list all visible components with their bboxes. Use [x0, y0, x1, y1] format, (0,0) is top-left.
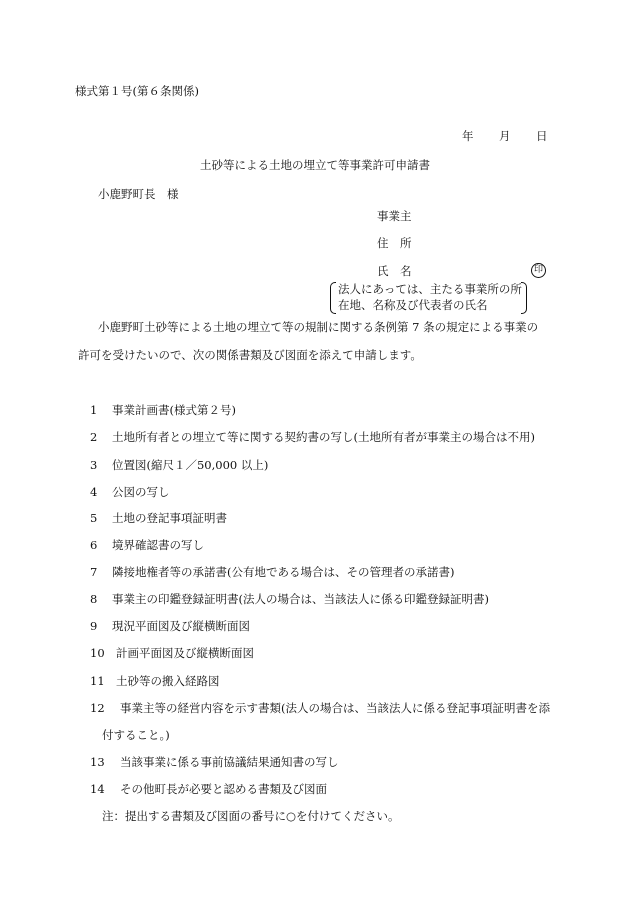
- item-text: 現況平面図及び縦横断面図: [112, 619, 250, 633]
- list-item: [90, 405, 236, 417]
- seal-mark-icon: 印: [531, 263, 546, 278]
- item-text: 土砂等の搬入経路図: [116, 674, 220, 688]
- item-text: 当該事業に係る事前協議結果通知書の写し: [120, 755, 339, 769]
- item-number: 13: [90, 755, 105, 769]
- date-year-label: 年: [462, 129, 474, 143]
- item-number: 1: [90, 403, 98, 417]
- item-number: 14: [90, 782, 105, 796]
- item-text: 事業計画書(様式第２号): [112, 403, 236, 417]
- corporate-note-line1: 法人にあっては、主たる事業所の所: [338, 282, 522, 296]
- document-title: 土砂等による土地の埋立て等事業許可申請書: [200, 158, 430, 172]
- form-number: 様式第１号(第６条関係): [75, 84, 199, 98]
- item-text: その他町長が必要と認める書類及び図面: [120, 782, 327, 796]
- addressee: 小鹿野町長 様: [98, 187, 179, 201]
- list-item: [90, 594, 489, 606]
- list-item: [90, 784, 327, 796]
- body-text-line1: 小鹿野町土砂等による土地の埋立て等の規制に関する条例第 7 条の規定による事業の: [98, 320, 539, 334]
- item-number: 2: [90, 430, 98, 444]
- address-label: 住 所: [377, 236, 412, 250]
- item-text: 事業主等の経営内容を示す書類(法人の場合は、当該法人に係る登記事項証明書を添: [120, 701, 550, 715]
- list-item: [90, 540, 204, 552]
- body-text-line2: 許可を受けたいので、次の関係書類及び図面を添えて申請します。: [78, 348, 422, 362]
- submission-note: 注：提出する書類及び図面の番号に○を付けてください。: [102, 809, 400, 823]
- list-item: [90, 757, 339, 769]
- list-item: [90, 432, 535, 444]
- item-number: 8: [90, 592, 98, 606]
- item-text: 公図の写し: [112, 485, 170, 499]
- item-number: 10: [90, 646, 105, 660]
- list-item: [90, 487, 170, 499]
- item-number: 4: [90, 485, 98, 499]
- list-item: [90, 676, 220, 688]
- item-number: 12: [90, 701, 105, 715]
- list-item: [90, 513, 227, 525]
- list-item-continuation: 付すること。): [102, 728, 170, 742]
- item-text: 土地所有者との埋立て等に関する契約書の写し(土地所有者が事業主の場合は不用): [112, 430, 535, 444]
- business-owner-label: 事業主: [377, 209, 412, 223]
- item-text: 隣接地権者等の承諾書(公有地である場合は、その管理者の承諾書): [112, 565, 455, 579]
- corporate-note-bracket: [330, 282, 527, 314]
- item-number: 11: [90, 674, 105, 688]
- name-label: 氏 名: [377, 264, 412, 278]
- list-item: [90, 460, 268, 472]
- list-item: [90, 703, 550, 715]
- item-text: 位置図(縮尺１／50,000 以上): [112, 458, 269, 472]
- item-text: 土地の登記事項証明書: [112, 511, 227, 525]
- item-number: 3: [90, 458, 98, 472]
- item-number: 9: [90, 619, 98, 633]
- corporate-note-line2: 在地、名称及び代表者の氏名: [338, 298, 488, 312]
- item-text: 計画平面図及び縦横断面図: [116, 646, 254, 660]
- date-day-label: 日: [536, 129, 548, 143]
- list-item: [90, 567, 454, 579]
- item-text: 境界確認書の写し: [112, 538, 204, 552]
- item-text: 事業主の印鑑登録証明書(法人の場合は、当該法人に係る印鑑登録証明書): [112, 592, 489, 606]
- item-number: 7: [90, 565, 98, 579]
- list-item: [90, 648, 254, 660]
- date-month-label: 月: [499, 129, 511, 143]
- item-number: 5: [90, 511, 98, 525]
- bracket-left-shape: [330, 282, 336, 314]
- item-number: 6: [90, 538, 98, 552]
- list-item: [90, 621, 250, 633]
